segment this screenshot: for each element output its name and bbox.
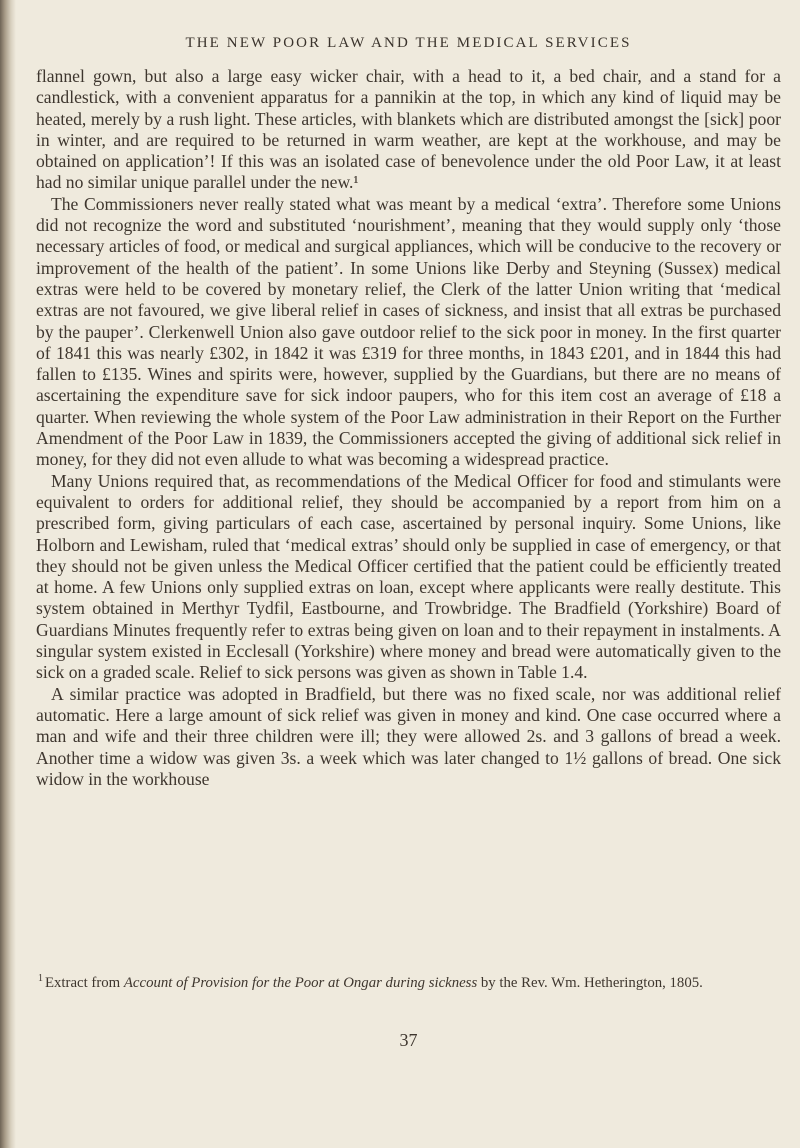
page-number: 37 xyxy=(399,1030,418,1050)
running-head: THE NEW POOR LAW AND THE MEDICAL SERVICES xyxy=(185,35,632,51)
paragraph-2: The Commissioners never really stated what was meant by a medical ‘extra’. Therefore some Unions did not recognize the word and substituted ‘nourishment’, meaning that they would supply only ‘those necessary articles of food, or medical and surgical appliances, which will be conducive to the recovery or improvement of the health of the patient’. In some Unions like Derby and Steyning (Sussex) medical extras were held to be covered by monetary relief, the Clerk of the latter Union writing that ‘medical extras are not favoured, we give liberal relief in cases of sickness, and insist that all extras be purchased by the pauper’. Clerkenwell Union also gave outdoor relief to the sick poor in money. In the first quarter of 1841 this was nearly £302, in 1842 it was £319 for three months, in 1843 £201, and in 1844 this had fallen to £135. Wines and spirits were, however, supplied by the Guardians, but there are no means of ascertaining the expenditure save for sick indoor paupers, who for this item cost an average of £18 a quarter. When reviewing the whole system of the Poor Law administration in their Report on the Further Amendment of the Poor Law in 1839, the Commissioners accepted the giving of additional sick relief in money, for they did not even allude to what was becoming a widespread practice. xyxy=(36,193,781,470)
book-binding-edge xyxy=(0,0,16,1148)
paragraph-1: flannel gown, but also a large easy wicker chair, with a head to it, a bed chair, and a stand for a candlestick, with a convenient apparatus for a pannikin at the top, in which any kind of liquid may be heated, merely by a rush light. These articles, with blankets which are distributed amongst the [sick] poor in winter, and are required to be returned in warm weather, are kept at the workhouse, and may be obtained on application’! If this was an isolated case of benevolence under the old Poor Law, it at least had no similar unique parallel under the new.¹ xyxy=(36,66,781,193)
footnote xyxy=(36,969,781,993)
body-text xyxy=(36,66,781,790)
footnote-prefix: Extract from xyxy=(45,974,124,991)
footnote-source-title: Account of Provision for the Poor at Ongar during sickness xyxy=(123,974,478,991)
footnote-marker: 1 xyxy=(38,973,43,984)
footnote-suffix: by the Rev. Wm. Hetherington, 1805. xyxy=(477,974,703,991)
paragraph-4: A similar practice was adopted in Bradfield, but there was no fixed scale, nor was additional relief automatic. Here a large amount of sick relief was given in money and kind. One case occurred where a man and wife and their three children were ill; they were allowed 2s. and 3 gallons of bread a week. Another time a widow was given 3s. a week which was later changed to 1½ gallons of bread. One sick widow in the workhouse xyxy=(36,683,781,789)
paragraph-3: Many Unions required that, as recommendations of the Medical Officer for food and stimulants were equivalent to orders for additional relief, they should be accompanied by a report from him on a prescribed form, giving particulars of each case, ascertained by personal inquiry. Some Unions, like Holborn and Lewisham, ruled that ‘medical extras’ should only be supplied in case of emergency, or that they should not be given unless the Medical Officer certified that the patient could be efficiently treated at home. A few Unions only supplied extras on loan, except where applicants were really destitute. This system obtained in Merthyr Tydfil, Eastbourne, and Trowbridge. The Bradfield (Yorkshire) Board of Guardians Minutes frequently refer to extras being given on loan and to their repayment in instalments. A singular system existed in Ecclesall (Yorkshire) where money and bread were automatically given to the sick on a graded scale. Relief to sick persons was given as shown in Table 1.4. xyxy=(36,470,781,683)
